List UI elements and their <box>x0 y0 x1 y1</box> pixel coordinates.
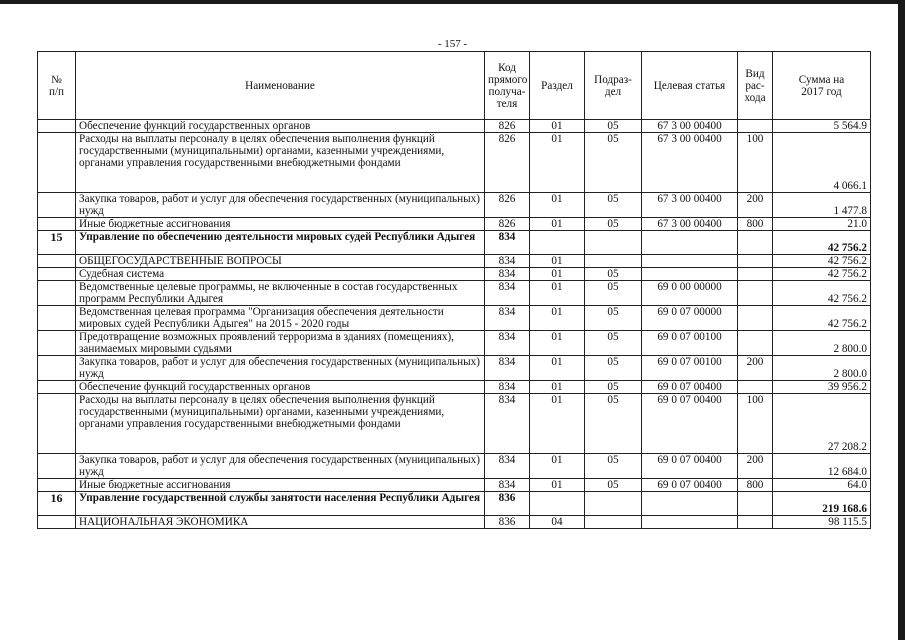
row-section: 01 <box>530 331 585 356</box>
row-name: Судебная система <box>76 268 485 281</box>
row-num: 16 <box>38 492 76 516</box>
row-expense-type: 200 <box>738 193 773 218</box>
row-code: 834 <box>485 255 530 268</box>
header-target: Целевая статья <box>642 52 738 120</box>
budget-table <box>37 51 871 529</box>
row-target: 69 0 07 00400 <box>642 381 738 394</box>
row-expense-type <box>738 268 773 281</box>
row-code: 834 <box>485 394 530 454</box>
row-expense-type <box>738 281 773 306</box>
row-sum: 42 756.2 <box>773 231 871 255</box>
table-row <box>38 268 871 281</box>
row-target <box>642 268 738 281</box>
scan-edge-top <box>0 0 905 4</box>
row-subsection <box>585 516 642 529</box>
row-name: Иные бюджетные ассигнования <box>76 218 485 231</box>
row-sum: 42 756.2 <box>773 306 871 331</box>
row-num <box>38 356 76 381</box>
row-section: 01 <box>530 133 585 193</box>
scan-edge-right <box>898 0 905 640</box>
row-target: 67 3 00 00400 <box>642 218 738 231</box>
row-section: 01 <box>530 306 585 331</box>
row-subsection: 05 <box>585 218 642 231</box>
row-target: 69 0 07 00400 <box>642 394 738 454</box>
row-subsection <box>585 492 642 516</box>
row-name: НАЦИОНАЛЬНАЯ ЭКОНОМИКА <box>76 516 485 529</box>
row-name: ОБЩЕГОСУДАРСТВЕННЫЕ ВОПРОСЫ <box>76 255 485 268</box>
row-expense-type <box>738 516 773 529</box>
table-row <box>38 356 871 381</box>
row-code: 826 <box>485 120 530 133</box>
header-num: № п/п <box>38 52 76 120</box>
row-num <box>38 394 76 454</box>
row-sum: 4 066.1 <box>773 133 871 193</box>
row-section <box>530 231 585 255</box>
table-row <box>38 281 871 306</box>
table-row <box>38 516 871 529</box>
table-row <box>38 331 871 356</box>
row-section: 01 <box>530 120 585 133</box>
row-num <box>38 255 76 268</box>
row-name: Расходы на выплаты персоналу в целях обеспечения выполнения функций государственными (муниципальными) органами, казенными учреждениями, органами управления государственными внебюджетными фондами <box>76 133 485 193</box>
row-code: 834 <box>485 356 530 381</box>
table-row <box>38 218 871 231</box>
table-row <box>38 492 871 516</box>
header-expense-type: Вид рас- хода <box>738 52 773 120</box>
row-code: 826 <box>485 133 530 193</box>
row-code: 834 <box>485 479 530 492</box>
row-section: 01 <box>530 381 585 394</box>
row-target: 67 3 00 00400 <box>642 193 738 218</box>
row-sum: 2 800.0 <box>773 331 871 356</box>
row-subsection: 05 <box>585 306 642 331</box>
row-expense-type <box>738 331 773 356</box>
row-target: 67 3 00 00400 <box>642 133 738 193</box>
page-number: - 157 - <box>437 38 468 50</box>
row-code: 826 <box>485 218 530 231</box>
row-subsection <box>585 231 642 255</box>
row-subsection: 05 <box>585 268 642 281</box>
row-target <box>642 255 738 268</box>
row-subsection: 05 <box>585 479 642 492</box>
row-num <box>38 479 76 492</box>
row-section: 01 <box>530 193 585 218</box>
row-sum: 5 564.9 <box>773 120 871 133</box>
row-num <box>38 281 76 306</box>
row-num <box>38 193 76 218</box>
header-section: Раздел <box>530 52 585 120</box>
table-row <box>38 381 871 394</box>
row-num <box>38 120 76 133</box>
row-subsection: 05 <box>585 120 642 133</box>
row-sum: 2 800.0 <box>773 356 871 381</box>
row-name: Закупка товаров, работ и услуг для обеспечения государственных (муниципальных) нужд <box>76 356 485 381</box>
row-name: Закупка товаров, работ и услуг для обеспечения государственных (муниципальных) нужд <box>76 193 485 218</box>
row-name: Управление государственной службы занятости населения Республики Адыгея <box>76 492 485 516</box>
row-name: Управление по обеспечению деятельности мировых судей Республики Адыгея <box>76 231 485 255</box>
row-expense-type: 100 <box>738 394 773 454</box>
row-subsection <box>585 255 642 268</box>
row-name: Иные бюджетные ассигнования <box>76 479 485 492</box>
row-name: Обеспечение функций государственных органов <box>76 120 485 133</box>
row-num <box>38 381 76 394</box>
row-name: Обеспечение функций государственных органов <box>76 381 485 394</box>
row-subsection: 05 <box>585 133 642 193</box>
row-code: 834 <box>485 306 530 331</box>
row-code: 834 <box>485 454 530 479</box>
row-sum: 219 168.6 <box>773 492 871 516</box>
row-sum: 12 684.0 <box>773 454 871 479</box>
table-row <box>38 120 871 133</box>
row-subsection: 05 <box>585 394 642 454</box>
row-section: 01 <box>530 356 585 381</box>
row-num <box>38 454 76 479</box>
table-row <box>38 479 871 492</box>
row-expense-type <box>738 120 773 133</box>
row-sum: 39 956.2 <box>773 381 871 394</box>
row-num <box>38 268 76 281</box>
row-sum: 27 208.2 <box>773 394 871 454</box>
row-num: 15 <box>38 231 76 255</box>
row-sum: 21.0 <box>773 218 871 231</box>
row-expense-type: 200 <box>738 454 773 479</box>
row-code: 826 <box>485 193 530 218</box>
row-subsection: 05 <box>585 381 642 394</box>
row-sum: 42 756.2 <box>773 268 871 281</box>
row-target: 69 0 07 00100 <box>642 331 738 356</box>
row-expense-type <box>738 255 773 268</box>
row-name: Предотвращение возможных проявлений терроризма в зданиях (помещениях), занимаемых мировыми судьями <box>76 331 485 356</box>
table-row <box>38 193 871 218</box>
row-section: 01 <box>530 218 585 231</box>
row-section <box>530 492 585 516</box>
row-sum: 98 115.5 <box>773 516 871 529</box>
row-section: 04 <box>530 516 585 529</box>
row-target: 69 0 07 00400 <box>642 454 738 479</box>
row-name: Расходы на выплаты персоналу в целях обеспечения выполнения функций государственными (муниципальными) органами, казенными учреждениями, органами управления государственными внебюджетными фондами <box>76 394 485 454</box>
row-target: 67 3 00 00400 <box>642 120 738 133</box>
row-code: 834 <box>485 231 530 255</box>
row-code: 834 <box>485 281 530 306</box>
row-code: 834 <box>485 381 530 394</box>
row-expense-type <box>738 492 773 516</box>
row-expense-type <box>738 306 773 331</box>
row-num <box>38 331 76 356</box>
row-target <box>642 492 738 516</box>
row-target <box>642 231 738 255</box>
row-code: 834 <box>485 268 530 281</box>
table-header-row <box>38 52 871 120</box>
table-row <box>38 454 871 479</box>
row-expense-type: 800 <box>738 218 773 231</box>
row-target: 69 0 07 00000 <box>642 306 738 331</box>
header-sum: Сумма на 2017 год <box>773 52 871 120</box>
row-target: 69 0 07 00400 <box>642 479 738 492</box>
row-subsection: 05 <box>585 193 642 218</box>
row-section: 01 <box>530 394 585 454</box>
row-sum: 42 756.2 <box>773 255 871 268</box>
row-section: 01 <box>530 268 585 281</box>
row-num <box>38 306 76 331</box>
header-name: Наименование <box>76 52 485 120</box>
row-sum: 1 477.8 <box>773 193 871 218</box>
row-num <box>38 218 76 231</box>
row-expense-type: 100 <box>738 133 773 193</box>
row-num <box>38 133 76 193</box>
header-subsection: Подраз- дел <box>585 52 642 120</box>
row-num <box>38 516 76 529</box>
row-section: 01 <box>530 454 585 479</box>
table-row <box>38 394 871 454</box>
row-section: 01 <box>530 281 585 306</box>
row-expense-type <box>738 231 773 255</box>
row-name: Ведомственные целевые программы, не включенные в состав государственных программ Республики Адыгея <box>76 281 485 306</box>
row-subsection: 05 <box>585 281 642 306</box>
row-section: 01 <box>530 255 585 268</box>
table-row <box>38 255 871 268</box>
row-target: 69 0 00 00000 <box>642 281 738 306</box>
row-expense-type: 800 <box>738 479 773 492</box>
row-target <box>642 516 738 529</box>
row-subsection: 05 <box>585 356 642 381</box>
row-sum: 42 756.2 <box>773 281 871 306</box>
row-code: 836 <box>485 492 530 516</box>
row-name: Закупка товаров, работ и услуг для обеспечения государственных (муниципальных) нужд <box>76 454 485 479</box>
row-code: 834 <box>485 331 530 356</box>
table-row <box>38 133 871 193</box>
table-row <box>38 306 871 331</box>
row-subsection: 05 <box>585 331 642 356</box>
row-expense-type: 200 <box>738 356 773 381</box>
row-sum: 64.0 <box>773 479 871 492</box>
row-section: 01 <box>530 479 585 492</box>
row-target: 69 0 07 00100 <box>642 356 738 381</box>
row-expense-type <box>738 381 773 394</box>
row-subsection: 05 <box>585 454 642 479</box>
row-name: Ведомственная целевая программа "Организация обеспечения деятельности мировых судей Республики Адыгея" на 2015 - 2020 годы <box>76 306 485 331</box>
table-row <box>38 231 871 255</box>
header-code: Код прямого получа- теля <box>485 52 530 120</box>
row-code: 836 <box>485 516 530 529</box>
